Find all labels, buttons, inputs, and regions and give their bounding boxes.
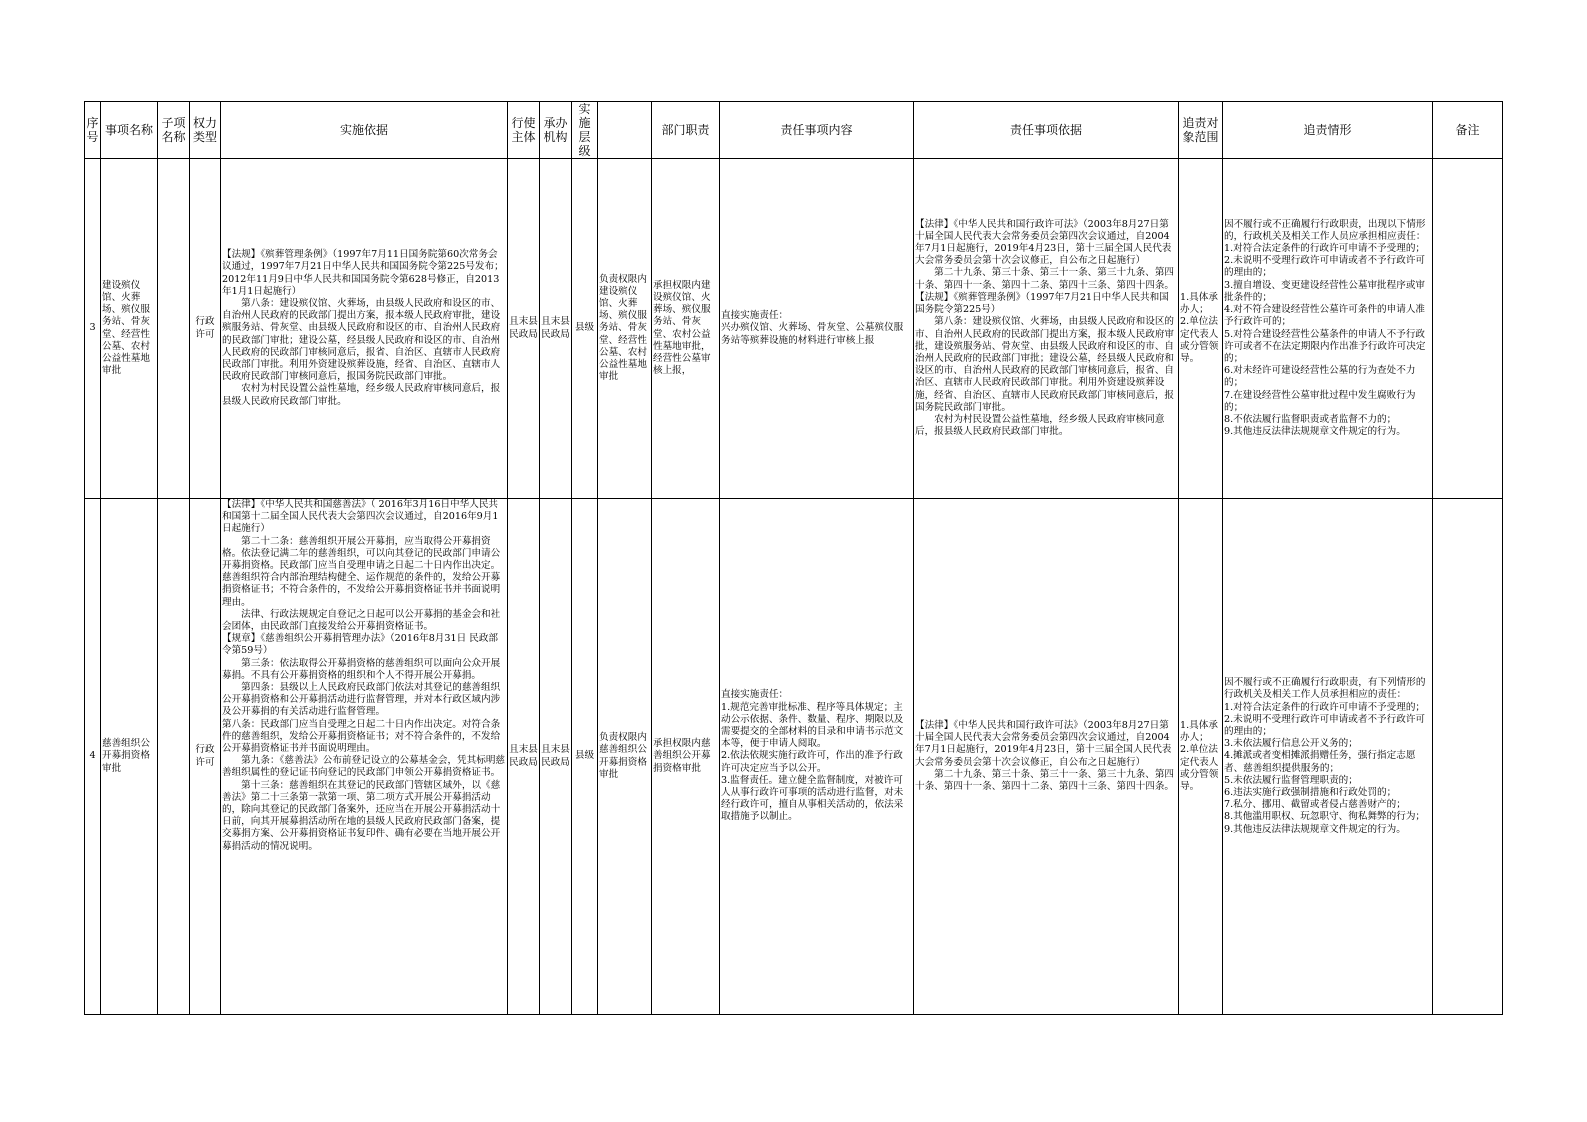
header-blank bbox=[598, 102, 652, 159]
header-basis: 实施依据 bbox=[221, 102, 508, 159]
cell-org: 且末县民政局 bbox=[540, 499, 572, 1015]
header-org: 承办机构 bbox=[540, 102, 572, 159]
header-resp-basis: 责任事项依据 bbox=[914, 102, 1179, 159]
cell-scope: 1.具体承办人； 2.单位法定代表人或分管领导。 bbox=[1179, 499, 1223, 1015]
cell-accountability: 因不履行或不正确履行行政职责，有下列情形的行政机关及相关工作人员承担相应的责任： 1.对符合法定条件的行政许可申请不予受理的； 2.未说明不受理行政许可申请或者不予行政许可的理由的； 3.未依法履行信息公开义务的； 4.摊派或者变相摊派捐赠任务，强行指定志愿者、慈善组织提供服务的； 5.未依法履行监督管理职责的； 6.违法实施行政强制措施和行政处罚的； 7.私分、挪用、截留或者侵占慈善财产的； 8.其他滥用职权、玩忽职守、徇私舞弊的行为； 9.其他违反法律法规规章文件规定的行为。 bbox=[1223, 499, 1433, 1015]
header-power-type: 权力类型 bbox=[190, 102, 221, 159]
cell-subject: 且末县民政局 bbox=[508, 159, 540, 499]
cell-resp-basis: 【法律】《中华人民共和国行政许可法》（2003年8月27日第十届全国人民代表大会常务委员会第四次会议通过，自2004年7月1日起施行，2019年4月23日，第十三届全国人民代表大会常务委员会第十次会议修正，自公布之日起施行） 第二十九条、第三十条、第三十一条、第三十九条、第四十条、第四十一条、第四十二条、第四十三条、第四十四条。 bbox=[914, 499, 1179, 1015]
header-subject: 行使主体 bbox=[508, 102, 540, 159]
cell-remark bbox=[1433, 499, 1503, 1015]
cell-blank: 负责权限内建设殡仪馆、火葬场、殡仪服务站、骨灰堂、经营性公墓、农村公益性墓地审批 bbox=[598, 159, 652, 499]
cell-subitem bbox=[158, 159, 190, 499]
cell-scope: 1.具体承办人； 2.单位法定代表人或分管领导。 bbox=[1179, 159, 1223, 499]
header-resp-content: 责任事项内容 bbox=[720, 102, 914, 159]
header-level: 实施层级 bbox=[572, 102, 598, 159]
cell-power-type: 行政许可 bbox=[190, 499, 221, 1015]
cell-resp-content: 直接实施责任： 兴办殡仪馆、火葬场、骨灰堂、公墓殡仪服务站等殡葬设施的材料进行审核上报 bbox=[720, 159, 914, 499]
cell-basis: 【法规】《殡葬管理条例》（1997年7月11日国务院第60次常务会议通过，1997年7月21日中华人民共和国国务院令第225号发布；2012年11月9日中华人民共和国国务院令第628号修正，自2013年1月1日起施行） 第八条：建设殡仪馆、火葬场，由县级人民政府和设区的市、自治州人民政府的民政部门提出方案，报本级人民政府审批，建设殡服务站、骨灰堂、由县级人民政府和设区的市、自治州人民政府的民政部门审批；建设公墓，经县级人民政府和设区的市、自治州人民政府的民政部门审核同意后，报省、自治区、直辖市人民政府民政部门审批。利用外资建设殡葬设施，经省、自治区、直辖市人民政府民政部门审核同意后，报国务院民政部门审批。 农村为村民设置公益性墓地，经乡级人民政府审核同意后，报县级人民政府民政部门审批。 bbox=[221, 159, 508, 499]
cell-remark bbox=[1433, 159, 1503, 499]
cell-item: 建设殡仪馆、火葬场、殡仪服务站、骨灰堂、经营性公墓、农村公益性墓地审批 bbox=[101, 159, 158, 499]
header-duty: 部门职责 bbox=[652, 102, 720, 159]
cell-basis: 【法律】《中华人民共和国慈善法》（ 2016年3月16日中华人民共和国第十二届全国人民代表大会第四次会议通过，自2016年9月1日起施行） 第二十二条：慈善组织开展公开募捐，应当取得公开募捐资格。依法登记满二年的慈善组织，可以向其登记的民政部门申请公开募捐资格。民政部门应当自受理申请之日起二十日内作出决定。慈善组织符合内部治理结构健全、运作规范的条件的，发给公开募捐资格证书；不符合条件的，不发给公开募捐资格证书并书面说明理由。 法律、行政法规规定自登记之日起可以公开募捐的基金会和社会团体，由民政部门直接发给公开募捐资格证书。 【规章】《慈善组织公开募捐管理办法》（2016年8月31日 民政部令第59号） 第三条：依法取得公开募捐资格的慈善组织可以面向公众开展募捐。不具有公开募捐资格的组织和个人不得开展公开募捐。 第四条：县级以上人民政府民政部门依法对其登记的慈善组织公开募捐资格和公开募捐活动进行监督管理，并对本行政区域内涉及公开募捐的有关活动进行监督管理。 第八条：民政部门应当自受理之日起二十日内作出决定。对符合条件的慈善组织，发给公开募捐资格证书；对不符合条件的，不发给公开募捐资格证书并书面说明理由。 第九条：《慈善法》公布前登记设立的公募基金会，凭其标明慈善组织属性的登记证书向登记的民政部门申领公开募捐资格证书。 第十三条：慈善组织在其登记的民政部门管辖区域外，以《慈善法》第二十三条第一款第一项、第二项方式开展公开募捐活动的，除向其登记的民政部门备案外，还应当在开展公开募捐活动十日前，向其开展募捐活动所在地的县级人民政府民政部门备案，提交募捐方案、公开募捐资格证书复印件、确有必要在当地开展公开募捐活动的情况说明。 bbox=[222, 499, 506, 852]
cell-duty: 承担权限内建设殡仪馆、火葬场、殡仪服务站、骨灰堂、农村公益性墓地审批，经营性公墓审核上报， bbox=[652, 159, 720, 499]
header-seq: 序号 bbox=[85, 102, 101, 159]
cell-subitem bbox=[158, 499, 190, 1015]
cell-power-type: 行政许可 bbox=[190, 159, 221, 499]
cell-org: 且末县民政局 bbox=[540, 159, 572, 499]
header-row bbox=[85, 102, 1503, 159]
header-accountability: 追责情形 bbox=[1223, 102, 1433, 159]
cell-subject: 且末县民政局 bbox=[508, 499, 540, 1015]
header-remark: 备注 bbox=[1433, 102, 1503, 159]
cell-blank: 负责权限内慈善组织公开募捐资格审批 bbox=[598, 499, 652, 1015]
header-scope: 追责对象范围 bbox=[1179, 102, 1223, 159]
cell-level: 县级 bbox=[572, 499, 598, 1015]
table-row bbox=[85, 159, 1503, 499]
cell-resp-content: 直接实施责任： 1.规范完善审批标准、程序等具体规定；主动公示依据、条件、数量、程序、期限以及需要提交的全部材料的目录和申请书示范文本等，便于申请人阅取。 2.依法依规实施行政许可，作出的准予行政许可决定应当予以公开。 3.监督责任。建立健全监督制度，对被许可人从事行政许可事项的活动进行监督，对未经行政许可，擅自从事相关活动的，依法采取措施予以制止。 bbox=[720, 499, 914, 1015]
cell-level: 县级 bbox=[572, 159, 598, 499]
table-row bbox=[85, 499, 1503, 1015]
cell-duty: 承担权限内慈善组织公开募捐资格审批 bbox=[652, 499, 720, 1015]
header-item: 事项名称 bbox=[101, 102, 158, 159]
cell-seq: 4 bbox=[85, 499, 101, 1015]
header-subitem: 子项名称 bbox=[158, 102, 190, 159]
cell-accountability: 因不履行或不正确履行行政职责，出现以下情形的，行政机关及相关工作人员应承担相应责任： 1.对符合法定条件的行政许可申请不予受理的； 2.未说明不受理行政许可申请或者不予行政许可的理由的； 3.擅自增设、变更建设经营性公墓审批程序或审批条件的； 4.对不符合建设经营性公墓许可条件的申请人准予行政许可的； 5.对符合建设经营性公墓条件的申请人不予行政许可或者不在法定期限内作出准予行政许可决定的； 6.对未经许可建设经营性公墓的行为查处不力的； 7.在建设经营性公墓审批过程中发生腐败行为的； 8.不依法履行监督职责或者监督不力的； 9.其他违反法律法规规章文件规定的行为。 bbox=[1223, 159, 1433, 499]
cell-item: 慈善组织公开募捐资格审批 bbox=[101, 499, 158, 1015]
cell-resp-basis: 【法律】《中华人民共和国行政许可法》（2003年8月27日第十届全国人民代表大会常务委员会第四次会议通过，自2004年7月1日起施行，2019年4月23日，第十三届全国人民代表大会常务委员会第十次会议修正，自公布之日起施行） 第二十九条、第三十条、第三十一条、第三十九条、第四十条、第四十一条、第四十二条、第四十三条、第四十四条。 【法规】《殡葬管理条例》（1997年7月21日中华人民共和国国务院令第225号） 第八条：建设殡仪馆、火葬场，由县级人民政府和设区的市、自治州人民政府的民政部门提出方案，报本级人民政府审批，建设殡服务站、骨灰堂、由县级人民政府和设区的市、自治州人民政府的民政部门审批；建设公墓，经县级人民政府和设区的市、自治州人民政府的民政部门审核同意后，报省、自治区、直辖市人民政府民政部门审批。利用外资建设殡葬设施，经省、自治区、直辖市人民政府民政部门审核同意后，报国务院民政部门审批。 农村为村民设置公益性墓地，经乡级人民政府审核同意后，报县级人民政府民政部门审批。 bbox=[914, 159, 1179, 499]
cell-seq: 3 bbox=[85, 159, 101, 499]
power-list-table bbox=[84, 101, 1503, 1015]
